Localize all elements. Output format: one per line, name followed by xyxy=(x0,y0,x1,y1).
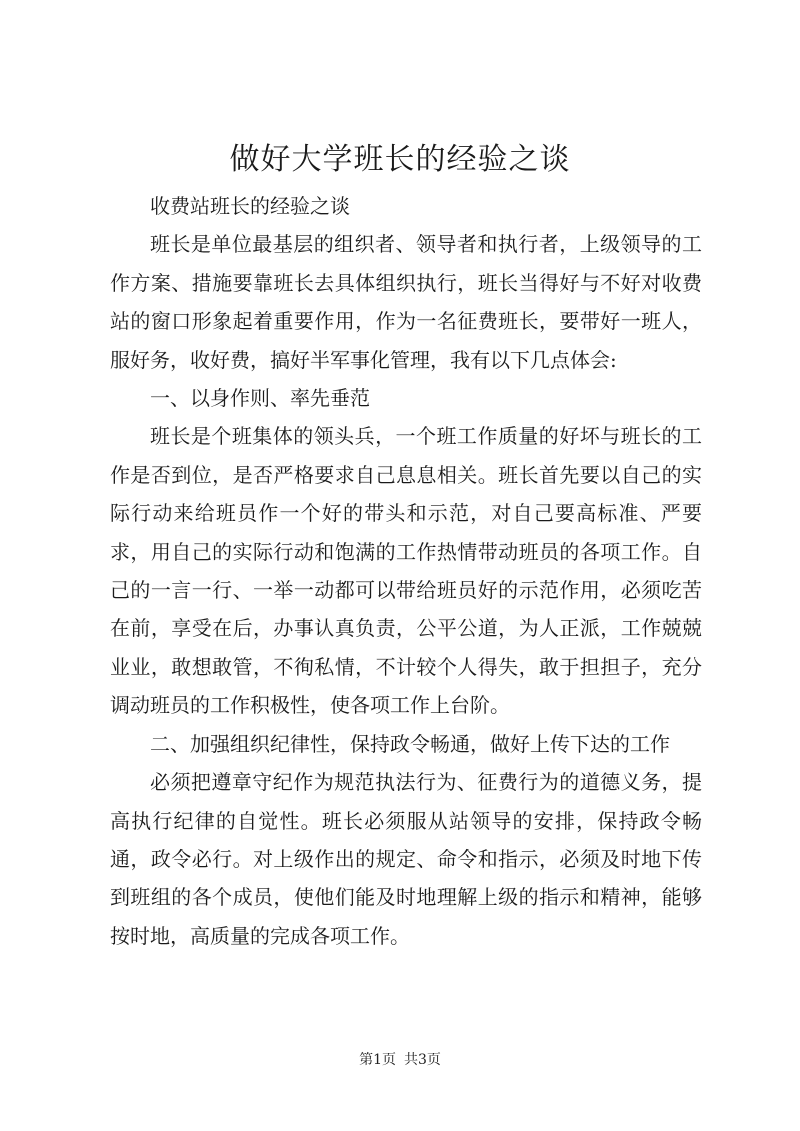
section-heading-1: 一、以身作则、率先垂范 xyxy=(150,386,370,411)
document-title: 做好大学班长的经验之谈 xyxy=(229,142,571,177)
section-heading-2: 二、加强组织纪律性，保持政令畅通，做好上传下达的工作 xyxy=(150,731,670,756)
page-total: 共3页 xyxy=(404,1052,441,1068)
document-body xyxy=(110,187,702,955)
section-2-paragraph: 必须把遵章守纪作为规范执法行为、征费行为的道德义务，提高执行纪律的自觉性。班长必须服从站领导的安排，保持政令畅通，政令必行。对上级作出的规定、命令和指示，必须及时地下传到班组的各个成员，使他们能及时地理解上级的指示和精神，能够按时地，高质量的完成各项工作。 xyxy=(110,770,702,948)
page-number: 第1页 xyxy=(359,1052,396,1068)
intro-paragraph: 班长是单位最基层的组织者、领导者和执行者，上级领导的工作方案、措施要靠班长去具体组织执行，班长当得好与不好对收费站的窗口形象起着重要作用，作为一名征费班长，要带好一班人，服好务，收好费，搞好半军事化管理，我有以下几点体会: xyxy=(110,232,702,372)
page-footer xyxy=(0,1050,800,1070)
section-1-paragraph: 班长是个班集体的领头兵，一个班工作质量的好坏与班长的工作是否到位，是否严格要求自己息息相关。班长首先要以自己的实际行动来给班员作一个好的带头和示范，对自己要高标准、严要求，用自己的实际行动和饱满的工作热情带动班员的各项工作。自己的一言一行、一举一动都可以带给班员好的示范作用，必须吃苦在前，享受在后，办事认真负责，公平公道，为人正派，工作兢兢业业，敢想敢管，不徇私情，不计较个人得失，敢于担担子，充分调动班员的工作积极性，使各项工作上台阶。 xyxy=(110,424,702,718)
subtitle-paragraph: 收费站班长的经验之谈 xyxy=(150,194,350,218)
